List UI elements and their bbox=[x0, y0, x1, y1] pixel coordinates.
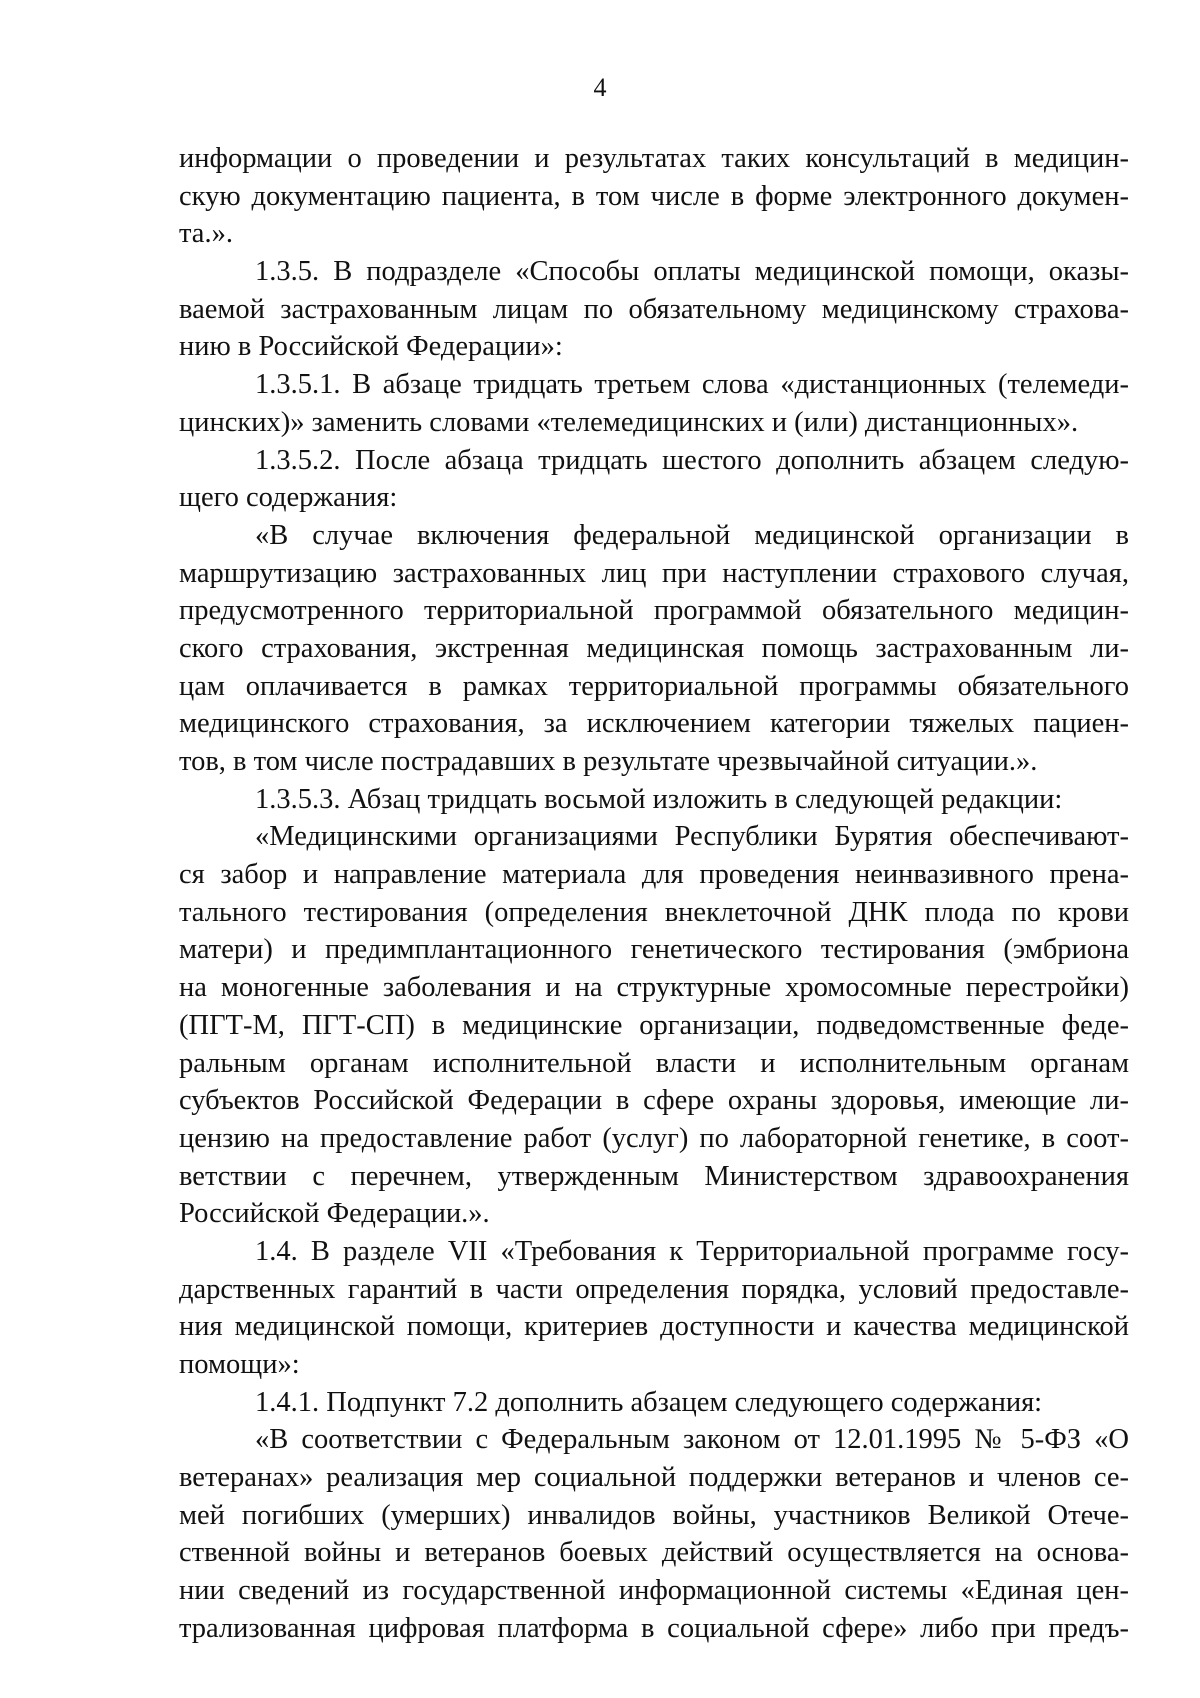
text-line: цензию на предоставление работ (услуг) по лабораторной генетике, в соот- bbox=[179, 1122, 1129, 1154]
text-line: дарственных гарантий в части определения порядка, условий предоставле- bbox=[179, 1273, 1129, 1305]
text-line: щего содержания: bbox=[179, 482, 398, 514]
text-line: ственной войны и ветеранов боевых действий осуществляется на основа- bbox=[179, 1537, 1129, 1569]
text-line: Российской Федерации.». bbox=[179, 1198, 490, 1230]
text-line: та.». bbox=[179, 218, 233, 250]
text-line: 1.3.5. В подразделе «Способы оплаты медицинской помощи, оказы- bbox=[255, 256, 1129, 288]
text-line: субъектов Российской Федерации в сфере охраны здоровья, имеющие ли- bbox=[179, 1085, 1129, 1117]
text-line: медицинского страхования, за исключением категории тяжелых пациен- bbox=[179, 708, 1129, 740]
text-line: ветеранах» реализация мер социальной поддержки ветеранов и членов се- bbox=[179, 1462, 1129, 1494]
text-line: ваемой застрахованным лицам по обязательному медицинскому страхова- bbox=[179, 293, 1129, 325]
text-line: ветствии с перечнем, утвержденным Министерством здравоохранения bbox=[179, 1160, 1129, 1192]
text-line: 1.3.5.1. В абзаце тридцать третьем слова «дистанционных (телемеди- bbox=[255, 369, 1129, 401]
text-line: скую документацию пациента, в том числе в форме электронного докумен- bbox=[179, 180, 1129, 212]
text-line: тального тестирования (определения внеклеточной ДНК плода по крови bbox=[179, 896, 1129, 928]
document-body bbox=[179, 140, 1129, 1648]
text-line: информации о проведении и результатах таких консультаций в медицин- bbox=[179, 143, 1129, 174]
text-line: ского страхования, экстренная медицинская помощь застрахованным ли- bbox=[179, 632, 1129, 664]
text-line: тов, в том числе пострадавших в результате чрезвычайной ситуации.». bbox=[179, 746, 1038, 777]
text-line: на моногенные заболевания и на структурные хромосомные перестройки) bbox=[179, 972, 1129, 1004]
text-line: «В соответствии с Федеральным законом от 12.01.1995 № 5-ФЗ «О bbox=[255, 1424, 1129, 1456]
text-line: 1.3.5.2. После абзаца тридцать шестого дополнить абзацем следую- bbox=[255, 444, 1129, 476]
text-line: нии сведений из государственной информационной системы «Единая цен- bbox=[179, 1575, 1129, 1607]
text-line: ся забор и направление материала для проведения неинвазивного прена- bbox=[179, 859, 1129, 891]
text-line: матери) и предимплантационного генетического тестирования (эмбриона bbox=[179, 934, 1129, 966]
text-line: 1.4.1. Подпункт 7.2 дополнить абзацем следующего содержания: bbox=[255, 1386, 1043, 1418]
page-number: 4 bbox=[593, 73, 607, 102]
text-line: нию в Российской Федерации»: bbox=[179, 331, 563, 363]
text-line: 1.4. В разделе VII «Требования к Территориальной программе госу- bbox=[255, 1235, 1129, 1267]
text-line: ния медицинской помощи, критериев доступности и качества медицинской bbox=[179, 1311, 1129, 1343]
text-line: 1.3.5.3. Абзац тридцать восьмой изложить в следующей редакции: bbox=[255, 783, 1063, 815]
text-line: (ПГТ-М, ПГТ-СП) в медицинские организации, подведомственные феде- bbox=[179, 1009, 1129, 1041]
text-line: мей погибших (умерших) инвалидов войны, участников Великой Отече- bbox=[179, 1499, 1129, 1531]
text-line: трализованная цифровая платформа в социальной сфере» либо при предъ- bbox=[179, 1612, 1129, 1644]
text-line: цам оплачивается в рамках территориальной программы обязательного bbox=[179, 670, 1129, 702]
text-line: предусмотренного территориальной программой обязательного медицин- bbox=[179, 595, 1129, 627]
text-line: ральным органам исполнительной власти и исполнительным органам bbox=[179, 1047, 1129, 1079]
text-line: помощи»: bbox=[179, 1349, 300, 1380]
text-line: «Медицинскими организациями Республики Бурятия обеспечивают- bbox=[255, 821, 1129, 853]
text-line: цинских)» заменить словами «телемедицинских и (или) дистанционных». bbox=[179, 406, 1079, 438]
text-line: маршрутизацию застрахованных лиц при наступлении страхового случая, bbox=[179, 557, 1129, 589]
text-line: «В случае включения федеральной медицинской организации в bbox=[255, 519, 1129, 551]
